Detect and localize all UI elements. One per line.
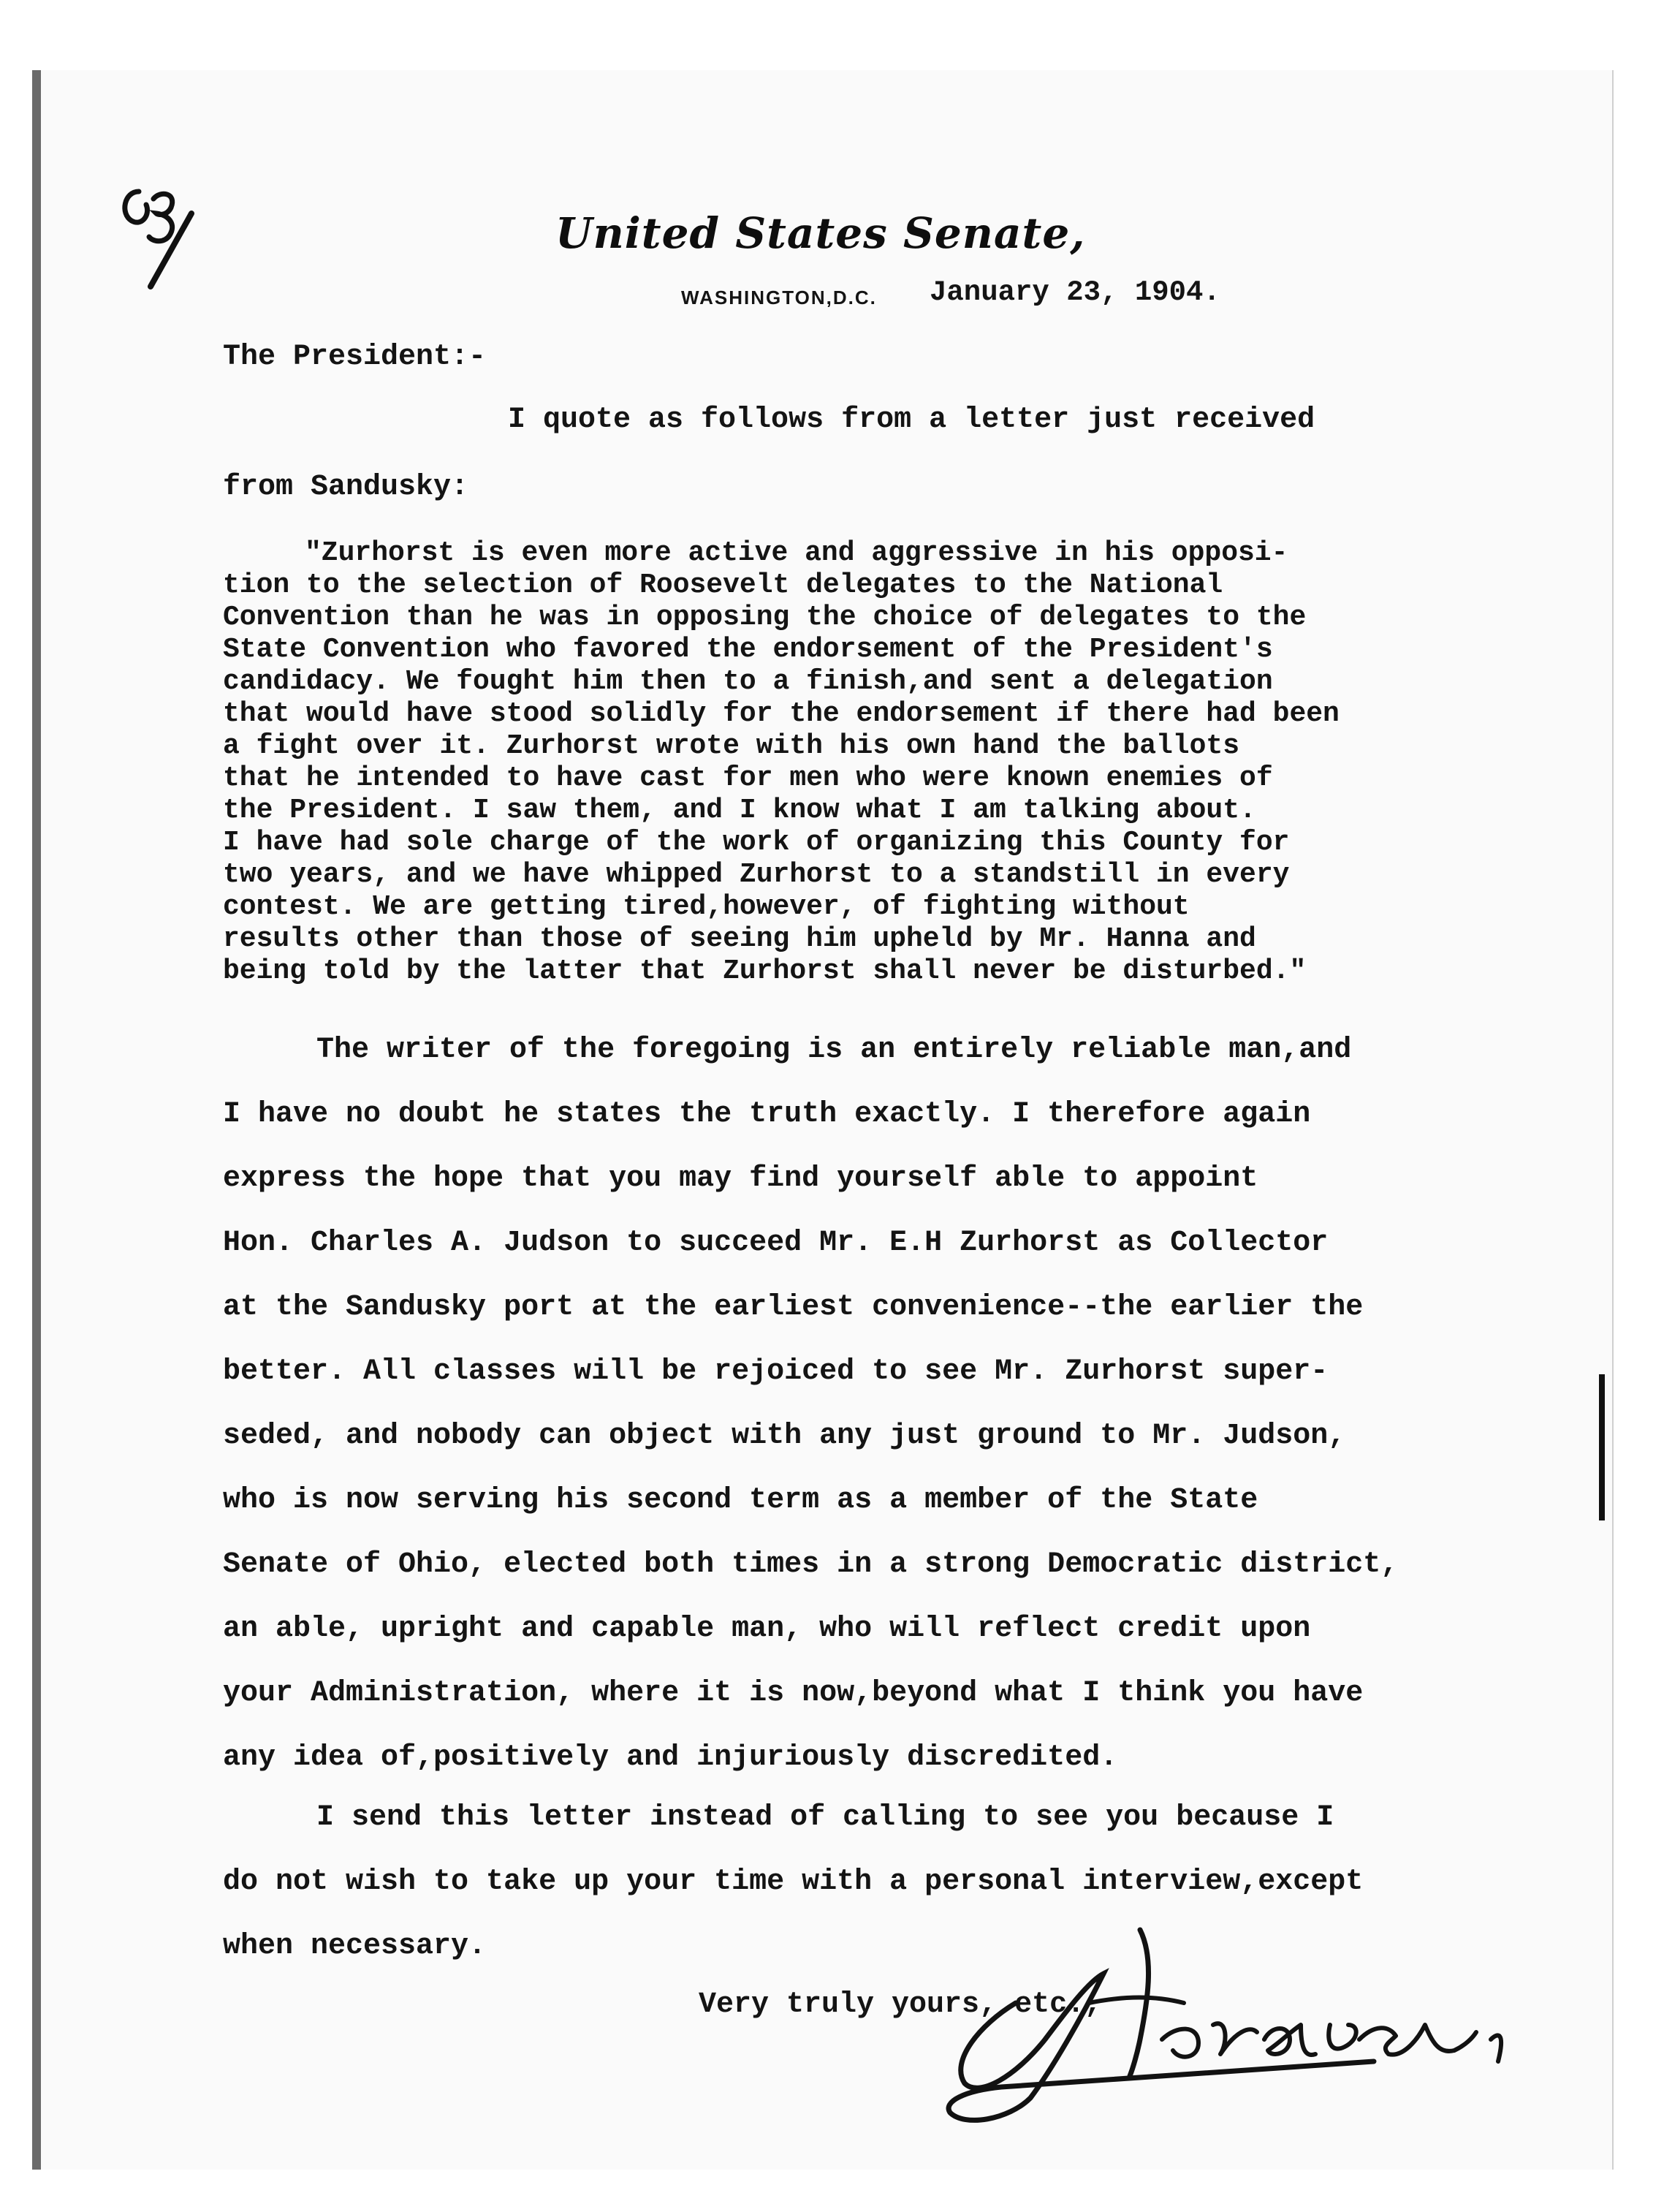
body-line: at the Sandusky port at the earliest convenience--the earlier the xyxy=(223,1291,1364,1324)
body-line: seded, and nobody can object with any just ground to Mr. Judson, xyxy=(223,1420,1346,1452)
intro-line-2: from Sandusky: xyxy=(223,471,469,504)
body-line: express the hope that you may find yourself able to appoint xyxy=(223,1162,1258,1195)
body-line: any idea of,positively and injuriously discredited. xyxy=(223,1741,1118,1774)
body-line: I have no doubt he states the truth exactly. I therefore again xyxy=(223,1098,1311,1131)
letterhead-title: United States Senate, xyxy=(555,208,1086,258)
margin-annotation xyxy=(110,170,212,294)
quote-line: a fight over it. Zurhorst wrote with his own hand the ballots xyxy=(223,730,1240,762)
quote-line: State Convention who favored the endorsement of the President's xyxy=(223,634,1273,665)
closing-line: when necessary. xyxy=(223,1930,487,1963)
intro-line-1: I quote as follows from a letter just received xyxy=(508,404,1315,436)
closing-line: do not wish to take up your time with a personal interview,except xyxy=(223,1866,1364,1898)
quote-line: Convention than he was in opposing the choice of delegates to the xyxy=(223,602,1307,633)
quoted-letter xyxy=(223,537,1340,988)
letterhead-city: WASHINGTON,D.C. xyxy=(681,287,877,308)
quote-line: two years, and we have whipped Zurhorst to a standstill in every xyxy=(223,859,1290,890)
signature xyxy=(921,1915,1578,2135)
body-line: Senate of Ohio, elected both times in a strong Democratic district, xyxy=(223,1548,1399,1581)
quote-line: candidacy. We fought him then to a finish,and sent a delegation xyxy=(223,666,1273,697)
quote-line: tion to the selection of Roosevelt delegates to the National xyxy=(223,569,1223,601)
quote-line: that he intended to have cast for men who were known enemies of xyxy=(223,762,1273,794)
body-paragraph xyxy=(223,1018,1398,1790)
body-line: The writer of the foregoing is an entirely reliable man,and xyxy=(316,1034,1352,1067)
quote-line: contest. We are getting tired,however, of fighting without xyxy=(223,891,1190,923)
salutation: The President:- xyxy=(223,341,487,374)
body-line: better. All classes will be rejoiced to see Mr. Zurhorst super- xyxy=(223,1355,1329,1388)
body-line: who is now serving his second term as a member of the State xyxy=(223,1484,1258,1517)
body-line: your Administration, where it is now,beyond what I think you have xyxy=(223,1677,1364,1710)
quote-line: the President. I saw them, and I know what I am talking about. xyxy=(223,795,1256,826)
body-line: Hon. Charles A. Judson to succeed Mr. E.H Zurhorst as Collector xyxy=(223,1227,1329,1260)
quote-line: I have had sole charge of the work of organizing this County for xyxy=(223,827,1290,858)
quote-line: results other than those of seeing him upheld by Mr. Hanna and xyxy=(223,923,1256,955)
quote-line: being told by the latter that Zurhorst shall never be disturbed." xyxy=(223,955,1307,987)
page-edge-shadow xyxy=(1599,1374,1605,1520)
quote-line: that would have stood solidly for the endorsement if there had been xyxy=(223,698,1340,730)
complimentary-close: Very truly yours, etc., xyxy=(699,1988,1103,2021)
closing-line: I send this letter instead of calling to see you because I xyxy=(316,1801,1334,1834)
body-line: an able, upright and capable man, who will reflect credit upon xyxy=(223,1613,1311,1645)
letter-date: January 23, 1904. xyxy=(930,276,1220,308)
quote-line: "Zurhorst is even more active and aggressive in his opposi- xyxy=(305,537,1288,569)
